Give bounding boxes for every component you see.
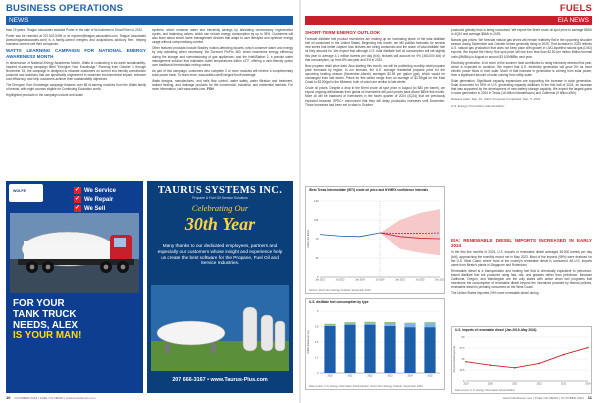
x-tick-label: Jan 2024 bbox=[355, 279, 365, 282]
article-paragraph-text: Watts designs, manufactures, and sells flow control, water safety, water filtration and treatment, radiant heating, and drainage products for the commercial, industrial, and residential markets. For more information, visit www.watts.com. bbox=[152, 79, 293, 92]
y-tick-label: 25 bbox=[461, 357, 465, 361]
data-point bbox=[514, 367, 516, 369]
bar bbox=[344, 325, 355, 373]
x-tick-label: Jan 2025 bbox=[395, 279, 405, 282]
article-headline: WATTS LEARNING CAMPAIGN FOR NATIONAL ENERGY AWARENESS MONTH bbox=[6, 48, 146, 59]
release-date: Release Date: Sep. 10, 2024 | Forecast Completed: Sep. 5, 2024 bbox=[451, 97, 541, 102]
tank-truck-image bbox=[10, 213, 139, 293]
article-column-2 bbox=[152, 28, 293, 178]
x-tick-label: 2021 bbox=[347, 375, 353, 378]
data-point bbox=[465, 361, 467, 363]
section-title: FUELS bbox=[559, 3, 592, 14]
x-tick-label: 2024 bbox=[407, 375, 413, 378]
service-label: We Sell bbox=[84, 205, 106, 212]
y-axis-label: dollars per barrel bbox=[307, 230, 310, 248]
service-item bbox=[74, 205, 116, 212]
renewable-diesel-imports-chart bbox=[451, 326, 592, 394]
wolfe-logo bbox=[9, 184, 43, 202]
propane-tanks-image bbox=[151, 285, 289, 371]
y-axis-label: million barrels per day bbox=[307, 330, 310, 354]
taurus-anniversary: 30th Year bbox=[184, 214, 256, 234]
tagline-line: TANK TRUCK bbox=[13, 308, 77, 320]
bar bbox=[424, 323, 435, 327]
left-page bbox=[0, 0, 299, 403]
end-mark: FON bbox=[206, 87, 214, 92]
page-footer bbox=[6, 395, 95, 400]
x-tick-label: 2019 bbox=[463, 383, 469, 386]
x-tick-label: Jan 2023 bbox=[315, 279, 325, 282]
x-tick-label: Jul 2024 bbox=[375, 279, 385, 282]
article-paragraph: The Energize Your Knowledge campaign features over 88 eLearning modules from the Watts family of brands, with eight courses eligible for Continuing Education credit. bbox=[6, 83, 146, 92]
article-paragraph: Renewable diesel is a transportation and heating fuel that is chemically equivalent to petroleum-based distillate fuel but produced using fats, oils, and greases rather than petroleum. Because California, Oregon, and Washington are the only states with active clean fuel programs that incentivize the consumption of renewable diesel beyond the incentives provided by federal policies, renewable diesel is primarily consumed on the West Coast. bbox=[451, 268, 592, 290]
distillate-consumption-chart bbox=[305, 298, 445, 390]
page-number: 11 bbox=[587, 395, 592, 400]
y-tick-label: 1.3 bbox=[314, 356, 319, 360]
source-line: U.S. Energy Information Administration bbox=[451, 103, 505, 108]
section-title: BUSINESS OPERATIONS bbox=[6, 3, 124, 14]
bar bbox=[384, 322, 395, 323]
data-point bbox=[587, 347, 589, 349]
bar bbox=[324, 325, 335, 326]
x-tick-label: 2020 bbox=[487, 383, 493, 386]
y-tick-label: 70 bbox=[315, 237, 319, 241]
data-point bbox=[538, 363, 540, 365]
y-axis-label: thousand barrels per day bbox=[453, 345, 456, 373]
y-tick-label: 50 bbox=[461, 335, 465, 339]
bar bbox=[324, 326, 335, 373]
series-line bbox=[466, 348, 588, 368]
distillate-consumption-chart-svg bbox=[306, 299, 445, 390]
taurus-copy: Many thanks to our dedicated employees, partners and especially our customers whose insight and experience help us create the best software for the Propane, Fuel Oil and Service Industries. bbox=[157, 243, 283, 266]
footer-info: www.fueloilnews.com | FUEL OIL NEWS | OCTOBER 2024 bbox=[502, 396, 584, 400]
article-paragraph: Electricity generation. A lot more of the summer heat contributed to rising electricity demand this year, which is expected to continue. We expect that U.S. electricity generation will grow 3% as more electric power flows in from solar. Much of that increase in generation is coming from solar power, from a significant amount of solar coming from utility-scale. bbox=[451, 60, 592, 77]
series-line bbox=[320, 233, 380, 237]
x-tick-label: Jul 2023 bbox=[335, 279, 345, 282]
x-tick-label: Dec 2025 bbox=[435, 279, 445, 282]
chart-source: Source: Short-Term Energy Outlook, September 2024 bbox=[309, 289, 371, 292]
article-paragraph: produced globally than is being consumed. We expect the Brent crude oil spot price to average $82/b in 4Q24 and average $84/b in 2025. bbox=[451, 28, 592, 37]
bar bbox=[364, 322, 375, 323]
article-paragraph bbox=[152, 79, 293, 91]
section-bar: NEWS bbox=[6, 16, 293, 25]
renewable-diesel-imports-chart-svg bbox=[452, 327, 592, 394]
article-paragraph: In the first five months of 2024, U.S. imports of renewable diesel averaged 38,000 barrels per day (b/d), approaching the monthly record set in May 2023. Most of the imports (98%) were destined for the U.S. West Coast, where most of the country's renewable diesel is consumed. All U.S. imports came from Neste's plants in Singapore and Rotterdam. bbox=[451, 250, 592, 267]
bar bbox=[364, 323, 375, 324]
wolfe-tagline bbox=[13, 299, 139, 342]
article-paragraph: systems, which enhance water and electricity savings by alleviating unnecessary regeneration cycles, and balancing valves, which can reduce energy consumption by up to 35%. Customers will also learn about smart home management devices that adapt to user lifestyles and optimize energy usage without compromising comfort. bbox=[152, 28, 293, 45]
article-paragraph: Forecast distillate fuel product inventories are making up an increasing share of the total distillate fuel oil consumed in the United States. Beginning this month, we will publish forecasts for several new series that better capture how biofuels are being consumed and the share of total distillate fuel oil they account for. We expect that although U.S. total distillate fuel oil consumption will fall slightly this year to average 4.1 million barrels per day (b/d), biofuels will account for 9% (360,000 b/d) of that consumption, up from 8% last year and 3% in 2022. bbox=[305, 37, 445, 62]
y-tick-label: 35 bbox=[315, 256, 319, 260]
bar bbox=[344, 322, 355, 323]
bar bbox=[384, 324, 395, 326]
x-tick-label: 2022 bbox=[536, 383, 542, 386]
y-tick-label: 5 bbox=[317, 309, 319, 313]
x-tick-label: 2023 bbox=[387, 375, 393, 378]
check-icon: ✓ bbox=[74, 187, 81, 193]
y-tick-label: 0 bbox=[317, 275, 319, 279]
service-label: We Repair bbox=[84, 196, 114, 203]
bar bbox=[324, 324, 335, 325]
chart-title: West Texas Intermediate (WTI) crude oil price and NYMEX confidence intervals bbox=[309, 188, 429, 192]
data-point bbox=[490, 364, 492, 366]
taurus-advertisement[interactable] bbox=[147, 181, 293, 393]
y-tick-label: 0 bbox=[317, 371, 319, 375]
confidence-band bbox=[380, 209, 440, 255]
x-tick-label: 2025 bbox=[427, 375, 433, 378]
check-icon: ✓ bbox=[74, 196, 81, 202]
bar bbox=[404, 324, 415, 327]
article-paragraph: Highlighted products in the campaign include anti-scale bbox=[6, 93, 83, 98]
chart-title: U.S. imports of renewable diesel (Jan 2019–May 2024) bbox=[455, 328, 537, 332]
wolfe-services-list bbox=[74, 187, 116, 214]
y-tick-label: 2.5 bbox=[314, 340, 319, 344]
check-icon: ✓ bbox=[74, 205, 81, 211]
x-tick-label: Jul 2025 bbox=[415, 279, 425, 282]
article-column-1 bbox=[6, 28, 146, 178]
service-item bbox=[74, 187, 116, 194]
article-paragraph: Crude oil prices. Despite a drop in the Brent crude oil spot price in August (to $80 per barrel), we expect ongoing withdrawals from global oil inventories will push prices back above $85/b this month. More oil will be balanced of inventories in the fourth quarter of 2024 (4Q24) that we previously expected because OPEC+ announced that they will delay production increases until December. Those increases had been set to start in October. bbox=[305, 86, 445, 107]
chart-title: U.S. distillate fuel consumption by type bbox=[309, 300, 369, 304]
article-column-1 bbox=[305, 28, 445, 183]
bar bbox=[404, 323, 415, 324]
right-page bbox=[301, 0, 600, 403]
taurus-brand-sub: Propane & Fuel Oil Service Solutions bbox=[192, 196, 248, 200]
taurus-contact: 207 666-3167 • www.Taurus-Plus.com bbox=[172, 377, 268, 383]
y-tick-label: 3.8 bbox=[314, 325, 319, 329]
article-paragraph: As part of this campaign, customers who complete 3 or more modules will receive a complimentary solar power bank. To learn more, www.watts.com/EnergizeYourKnowledge. bbox=[152, 68, 293, 77]
wolfe-advertisement[interactable] bbox=[6, 181, 143, 393]
article-headline: SHORT-TERM ENERGY OUTLOOK bbox=[305, 30, 381, 35]
article-paragraph: Other featured products include Bradley motion-detecting faucets, which conserve water and energy by only activating when necessary; the Dormont PinPro 360, which maximizes energy efficiency during the storage and commissioning of gas appliances; and the IntelliStation 2, a precise water management solution that maintains outlet temperatures within ±2°F, offering a user-friendly option over traditional thermostatic mixing valves. bbox=[152, 46, 293, 67]
article-headline: EIA: RENEWABLE DIESEL IMPORTS INCREASED IN EARLY 2024 bbox=[451, 238, 592, 249]
tagline-highlight: IS YOUR MAN! bbox=[13, 330, 82, 342]
y-tick-label: 37.5 bbox=[459, 346, 465, 350]
footer-info: OCTOBER 2024 | FUEL OIL NEWS | www.fueloilnews.com bbox=[14, 396, 96, 400]
x-tick-label: 2021 bbox=[512, 383, 518, 386]
y-tick-label: 0 bbox=[463, 379, 465, 383]
x-tick-label: 2024 bbox=[585, 383, 591, 386]
x-tick-label: 2020 bbox=[327, 375, 333, 378]
article-column-2 bbox=[451, 28, 592, 233]
article-paragraph: Natural gas prices. We forecast natural gas prices will remain relatively flat in the upcoming shoulder season during September and October before generally rising in 2025. That increase in 2025 reflects U.S. natural gas production that does not keep pace with growth in LNG-liquefied natural gas (LNG) exports. We expect the Henry Hub spot price will rise from less than $2.50 per million British thermal units (MMBtu) in August to around $3.10/MMBtu next year. bbox=[451, 38, 592, 59]
bar bbox=[364, 325, 375, 373]
y-tick-label: 140 bbox=[314, 199, 319, 203]
taurus-celebrate: Celebrating Our bbox=[191, 203, 249, 213]
article-paragraph: In observance of National Energy Awareness Month, Watts is conducting a six-week sustainability-inspired eLearning campaign titled "Energize Your Knowledge." Running from October 1 through November 15, the campaign is designed to educate customers on current eco-friendly construction products and solutions that are specifically engineered to maximize environmental impact, enhance cost efficiency, and help customers achieve their sustainability objectives. bbox=[6, 60, 146, 82]
bar bbox=[384, 326, 395, 373]
article-paragraph: The United States imported 29% more renewable diesel during bbox=[451, 291, 539, 296]
taurus-brand bbox=[147, 185, 293, 200]
chart-source: Data source: U.S. Energy Information Administration bbox=[455, 389, 516, 392]
bar bbox=[424, 322, 435, 323]
tagline-line: NEEDS, ALEX bbox=[13, 319, 78, 331]
wolfe-logo-text: WOLFE bbox=[13, 189, 26, 193]
intro-paragraph: than 15 years. Teague Associates assisted Porter in the sale of its business to Dead River in 2022. bbox=[6, 28, 143, 32]
page-number: 10 bbox=[6, 395, 11, 400]
page-footer bbox=[503, 395, 592, 400]
bar bbox=[424, 327, 435, 373]
x-tick-label: 2022 bbox=[367, 375, 373, 378]
service-item bbox=[74, 196, 116, 203]
bar bbox=[404, 327, 415, 373]
bar bbox=[344, 324, 355, 325]
data-point bbox=[563, 354, 565, 356]
chart-source: Data source: U.S. Energy Information Administration, Short-Term Energy Outlook, September 2024 bbox=[309, 385, 423, 388]
y-tick-label: 105 bbox=[314, 218, 319, 222]
service-label: We Service bbox=[84, 187, 116, 194]
wti-price-chart bbox=[305, 186, 445, 294]
intro-paragraph: Porter can be reached at 207.522.5499 or at mporter@teague-associates.com. Teague Associates (www.teagueassociates.com) is a family-owned mergers and acquisitions advisory firm, helping business owners sell their companies. bbox=[6, 34, 146, 47]
x-tick-label: 2023 bbox=[561, 383, 567, 386]
wti-price-chart-svg bbox=[306, 187, 445, 294]
article-paragraph: New propane retail price data. Also starting this month, we will be publishing monthly retail propane price forecasts by region. In our forecast, the U.S. average residential propane price for the upcoming heating season (November–March) averages $2.59 per gallon (gal), which would be unchanged from last winter. Prices for this winter range from an average of $2.35/gal on the East Coast to $3.00/gal in the Midwest, both of which are similar to last winter. bbox=[305, 63, 445, 85]
section-bar: EIA NEWS bbox=[305, 16, 592, 25]
taurus-brand-name: TAURUS SYSTEMS INC. bbox=[157, 185, 283, 196]
article-paragraph: Solar generation. Significant capacity expansions are supporting the increase in solar generation. Solar accounted for 59% of U.S. generating capacity additions in the first half of 2024, an increase that was supported by the development of new battery storage capacity. We expect the largest gains in solar generation in 2024 in Texas (16 billion kilowatthours) and California (9 billion kWh). bbox=[451, 79, 592, 96]
tagline-line: FOR YOUR bbox=[13, 298, 65, 309]
y-tick-label: 12.5 bbox=[459, 368, 465, 372]
